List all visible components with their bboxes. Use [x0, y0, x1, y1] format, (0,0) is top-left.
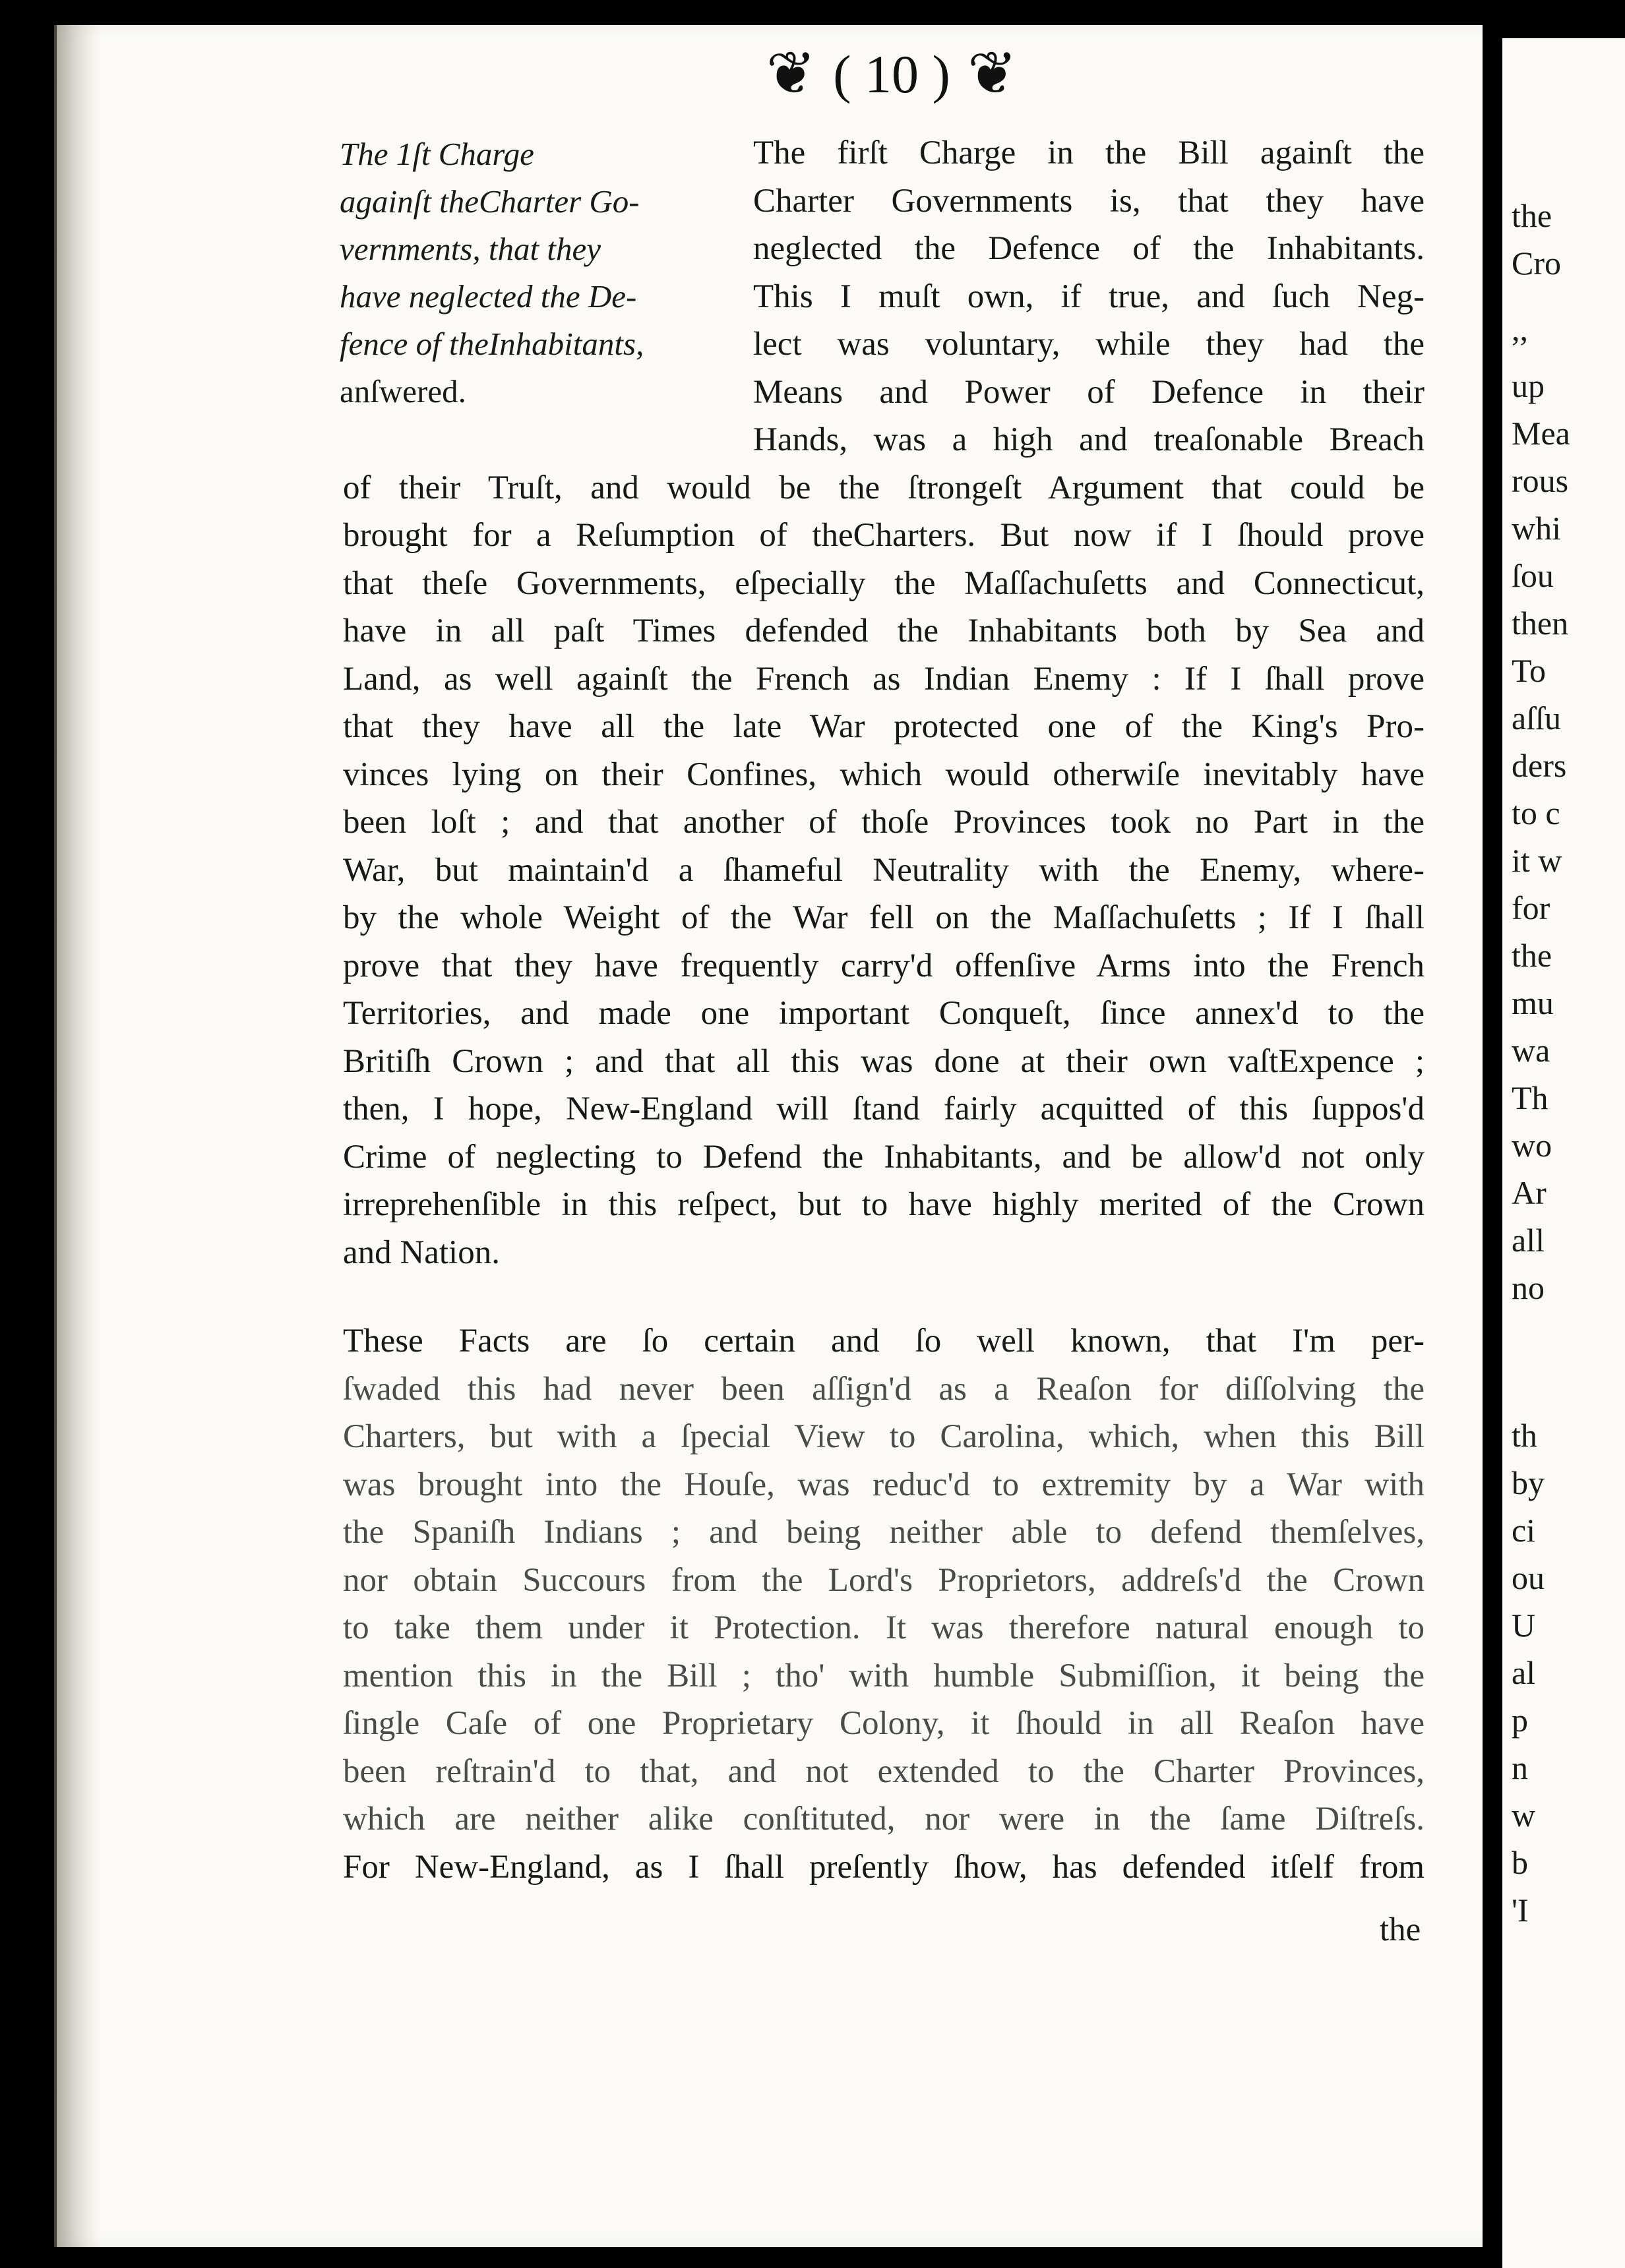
marginal-note-line: anſwered.	[340, 373, 466, 409]
marginal-note-line: have neglected the De-	[340, 278, 637, 314]
facing-page-line: mu	[1512, 984, 1554, 1021]
text-line: This I muſt own, if true, and ſuch Neg-	[753, 278, 1425, 315]
text-line: The firſt Charge in the Bill againſt the	[753, 134, 1425, 171]
catchword: the	[1380, 1911, 1421, 1948]
text-line: the Spaniſh Indians ; and being neither able to defend themſelves,	[343, 1514, 1425, 1551]
facing-page-line: for	[1512, 889, 1550, 926]
text-line: Charters, but with a ſpecial View to Carolina, which, when this Bill	[343, 1418, 1425, 1455]
text-line: irreprehenſible in this reſpect, but to have highly merited of the Crown	[343, 1186, 1425, 1223]
text-line: was brought into the Houſe, was reduc'd to extremity by a War with	[343, 1466, 1425, 1503]
paragraph-2	[343, 1317, 1425, 1891]
text-line: War, but maintain'd a ſhameful Neutrality with the Enemy, where-	[343, 851, 1425, 889]
text-line: These Facts are ſo certain and ſo well known, that I'm per-	[343, 1323, 1425, 1359]
facing-page-line: the	[1512, 197, 1552, 234]
text-line: to take them under it Protection. It was therefore natural enough to	[343, 1609, 1425, 1646]
book-gutter	[1480, 0, 1502, 2268]
facing-page-line: Mea	[1512, 415, 1570, 452]
facing-page-line: U	[1512, 1607, 1536, 1644]
text-line: Crime of neglecting to Defend the Inhabitants, and be allow'd not only	[343, 1138, 1425, 1176]
facing-page-line: th	[1512, 1417, 1537, 1454]
facing-page-line: n	[1512, 1749, 1528, 1786]
facing-page-line: al	[1512, 1654, 1536, 1691]
text-line: been reſtrain'd to that, and not extended to the Charter Provinces,	[343, 1752, 1425, 1790]
facing-page-line: 'I	[1512, 1892, 1529, 1928]
text-line: that theſe Governments, eſpecially the Maſſachuſetts and Connecticut,	[343, 564, 1425, 602]
facing-page-line: ſou	[1512, 557, 1554, 594]
page-number: ( 10 )	[833, 44, 950, 104]
facing-page-line: wa	[1512, 1032, 1550, 1069]
facing-page-line: ci	[1512, 1512, 1536, 1549]
facing-page-line: Ar	[1512, 1174, 1547, 1211]
facing-page-line: whi	[1512, 510, 1561, 547]
paragraph-1	[343, 129, 1425, 1276]
facing-page-line: Cro	[1512, 245, 1561, 282]
text-line: For New-England, as I ſhall preſently ſhow, has defended itſelf from	[343, 1848, 1425, 1886]
page-header	[733, 38, 1050, 111]
text-line: brought for a Reſumption of theCharters. But now if I ſhould prove	[343, 517, 1425, 554]
facing-page-line: ou	[1512, 1559, 1545, 1596]
text-line: which are neither alike conſtituted, nor were in the ſame Diſtreſs.	[343, 1801, 1425, 1837]
facing-page-fragment	[1502, 38, 1625, 2268]
marginal-note-line: againſt theCharter Go-	[340, 183, 640, 220]
text-line: mention this in the Bill ; tho' with humble Submiſſion, it being the	[343, 1657, 1425, 1694]
facing-page-line: ,,	[1512, 311, 1528, 347]
marginal-note-line: fence of theInhabitants,	[340, 326, 644, 362]
text-line: of their Truſt, and would be the ſtrongeſt Argument that could be	[343, 469, 1425, 506]
text-line: Means and Power of Defence in their	[753, 373, 1425, 411]
facing-page-line: it w	[1512, 842, 1562, 879]
marginal-note-line: vernments, that they	[340, 231, 601, 267]
facing-page-line: b	[1512, 1844, 1528, 1881]
facing-page-line: p	[1512, 1702, 1528, 1739]
facing-page-line: the	[1512, 937, 1552, 974]
facing-page-line: by	[1512, 1464, 1545, 1501]
text-line: ſwaded this had never been aſſign'd as a Reaſon for diſſolving the	[343, 1370, 1425, 1408]
text-line: neglected the Defence of the Inhabitants.	[753, 230, 1425, 267]
text-line: been loſt ; and that another of thoſe Provinces took no Part in the	[343, 804, 1425, 841]
facing-page-line: then	[1512, 605, 1569, 642]
facing-page-line: Th	[1512, 1079, 1548, 1116]
text-line: by the whole Weight of the War fell on the Maſſachuſetts ; If I ſhall	[343, 899, 1425, 936]
text-line: ſingle Caſe of one Proprietary Colony, it ſhould in all Reaſon have	[343, 1705, 1425, 1742]
text-line: Land, as well againſt the French as Indian Enemy : If I ſhall prove	[343, 660, 1425, 698]
text-line: have in all paſt Times defended the Inhabitants both by Sea and	[343, 612, 1425, 649]
text-line: nor obtain Succours from the Lord's Proprietors, addreſs'd the Crown	[343, 1561, 1425, 1599]
text-line: Hands, was a high and treaſonable Breach	[753, 421, 1425, 458]
facing-page-line: w	[1512, 1797, 1536, 1834]
facing-page-line: up	[1512, 367, 1545, 404]
facing-page-line: wo	[1512, 1127, 1552, 1164]
facing-page-line: no	[1512, 1269, 1545, 1306]
facing-page-line: rous	[1512, 462, 1569, 499]
text-line: Territories, and made one important Conqueſt, ſince annex'd to the	[343, 995, 1425, 1032]
facing-page-line: aſſu	[1512, 700, 1561, 736]
fleuron-right-icon: ❦	[967, 42, 1018, 107]
facing-page-line: ders	[1512, 747, 1567, 784]
fleuron-left-icon: ❦	[766, 42, 816, 107]
text-line: lect was voluntary, while they had the	[753, 326, 1425, 363]
text-line: then, I hope, New-England will ſtand fairly acquitted of this ſuppos'd	[343, 1090, 1425, 1127]
text-line: Britiſh Crown ; and that all this was done at their own vaſtExpence ;	[343, 1042, 1425, 1080]
text-line: prove that they have frequently carry'd offenſive Arms into the French	[343, 947, 1425, 984]
text-line: and Nation.	[343, 1234, 500, 1271]
text-line: that they have all the late War protected one of the King's Pro-	[343, 708, 1425, 745]
facing-page-line: all	[1512, 1222, 1545, 1259]
page-edge-shadow	[54, 25, 100, 2247]
text-line: vinces lying on their Confines, which would otherwiſe inevitably have	[343, 756, 1425, 793]
marginal-note-line: The 1ſt Charge	[340, 136, 534, 172]
text-line: Charter Governments is, that they have	[753, 182, 1425, 220]
page-body	[343, 129, 1425, 1891]
facing-page-line: to c	[1512, 794, 1560, 831]
facing-page-line: To	[1512, 652, 1547, 689]
